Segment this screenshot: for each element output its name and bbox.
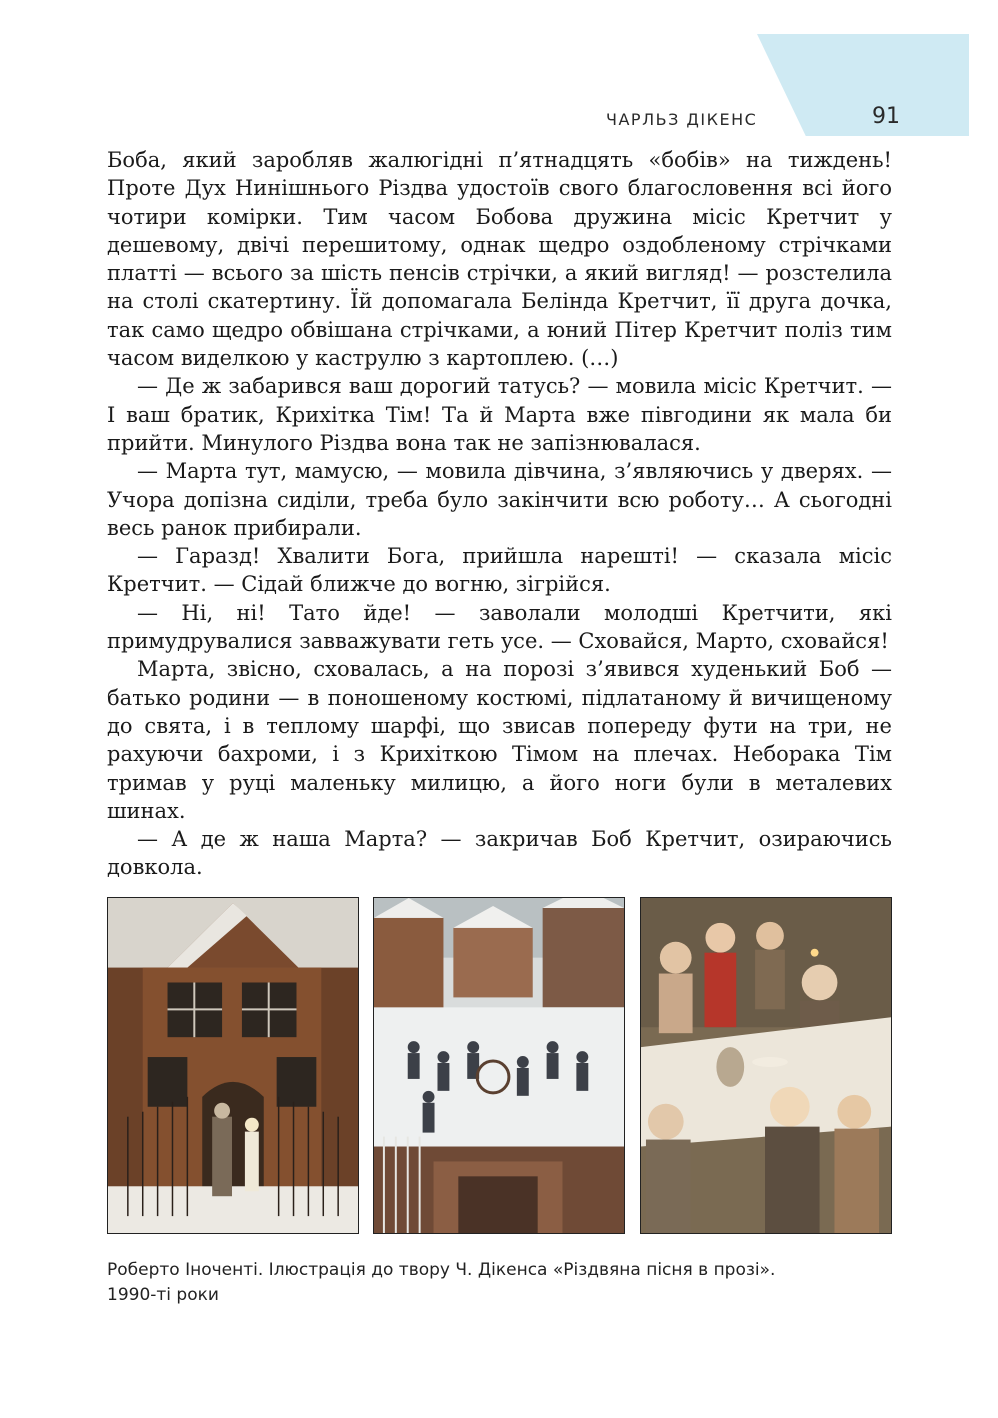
page-number: 91 (872, 104, 900, 129)
caption-line: Роберто Іноченті. Ілюстрація до твору Ч. Дікенса «Різдвяна пісня в прозі». (107, 1260, 776, 1280)
caption-line: 1990-ті роки (107, 1285, 219, 1305)
illustrations (107, 897, 892, 1234)
paragraph: Боба, який заробляв жалюгідні п’ятнадцять «бобів» на тиждень! Проте Дух Нинішнього Різдва удостоїв свого благословення всі його чотири комірки. Тим часом Бобова дружина місіс Кретчит у дешевому, двічі перешитому, однак щедро оздобленому стрічками платті — всього за шість пенсів стрічки, а який вигляд! — розстелила на столі скатертину. Їй допомагала Белінда Кретчит, її друга дочка, так само щедро обвішана стрічками, а юний Пітер Кретчит поліз тим часом виделкою у каструлю з картоплею. (…) (107, 148, 892, 371)
paragraph: Марта, звісно, сховалась, а на порозі з’явився худенький Боб — батько родини — в поношеному костюмі, підлатаному й вичищеному до свята, і в теплому шарфі, що звисав попереду фути на три, не рахуючи бахроми, і з Крихіткою Тімом на плечах. Неборака Тім тримав у руці маленьку милицю, а його ноги були в металевих шинах. (107, 657, 892, 823)
illustration-brick-house (107, 897, 359, 1234)
body-text (107, 146, 892, 882)
running-head: ЧАРЛЬЗ ДІКЕНС (606, 110, 758, 129)
illustration-family-table (640, 897, 892, 1234)
header-accent-tab (757, 34, 969, 136)
paragraph: — Гаразд! Хвалити Бога, прийшла нарешті! — сказала місіс Кретчит. — Сідай ближче до вогню, зігрійся. (107, 544, 892, 597)
illustration-caption (107, 1258, 892, 1308)
paragraph: — Ні, ні! Тато йде! — заволали молодші Кретчити, які примудрувалися завважувати геть усе. — Сховайся, Марто, сховайся! (107, 600, 892, 654)
illustration-village-street (373, 897, 625, 1234)
paragraph: — Де ж забарився ваш дорогий татусь? — мовила місіс Кретчит. — І ваш братик, Крихітка Тім! Та й Марта вже півгодини як мала би прийти. Минулого Різдва вона так не запізнювалася. (107, 374, 892, 455)
paragraph: — А де ж наша Марта? — закричав Боб Кретчит, озираючись довкола. (107, 827, 892, 880)
paragraph: — Марта тут, мамусю, — мовила дівчина, з’являючись у дверях. — Учора допізна сиділи, треба було закінчити всю роботу… А сьогодні весь ранок прибирали. (107, 459, 892, 540)
